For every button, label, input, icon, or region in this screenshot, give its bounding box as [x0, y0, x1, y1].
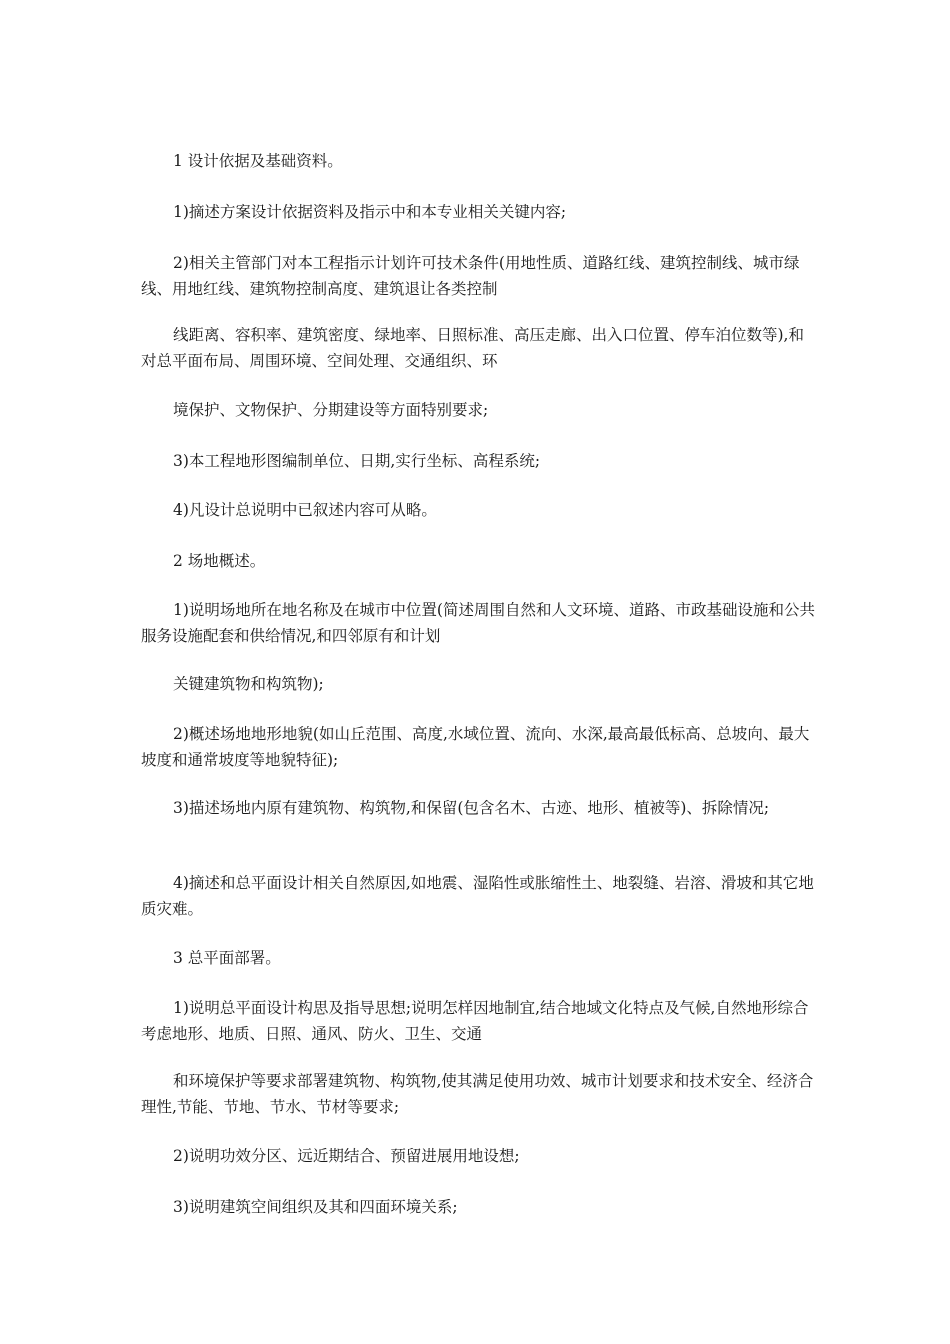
section-3-heading: 3 总平面部署。	[173, 949, 281, 967]
paragraph: 和环境保护等要求部署建筑物、构筑物,使其满足使用功效、城市计划要求和技术安全、经济合理性,节能、节地、节水、节材等要求;	[141, 1072, 814, 1116]
paragraph: 关键建筑物和构筑物);	[173, 675, 324, 693]
paragraph: 4)摘述和总平面设计相关自然原因,如地震、湿陷性或胀缩性土、地裂缝、岩溶、滑坡和其它地质灾难。	[141, 874, 814, 918]
paragraph: 1)摘述方案设计依据资料及指示中和本专业相关关键内容;	[173, 203, 567, 221]
paragraph: 3)描述场地内原有建筑物、构筑物,和保留(包含名木、古迹、地形、植被等)、拆除情况;	[173, 799, 770, 817]
paragraph: 线距离、容积率、建筑密度、绿地率、日照标准、高压走廊、出入口位置、停车泊位数等),和对总平面布局、周围环境、空间处理、交通组织、环	[141, 326, 804, 370]
paragraph: 1)说明总平面设计构思及指导思想;说明怎样因地制宜,结合地域文化特点及气候,自然地形综合考虑地形、地质、日照、通风、防火、卫生、交通	[141, 999, 809, 1043]
paragraph: 3)说明建筑空间组织及其和四面环境关系;	[173, 1198, 458, 1216]
section-2-heading: 2 场地概述。	[173, 552, 266, 570]
paragraph: 2)概述场地地形地貌(如山丘范围、高度,水域位置、流向、水深,最高最低标高、总坡向、最大坡度和通常坡度等地貌特征);	[141, 725, 810, 769]
paragraph: 境保护、文物保护、分期建设等方面特别要求;	[173, 401, 489, 419]
paragraph: 1)说明场地所在地名称及在城市中位置(简述周围自然和人文环境、道路、市政基础设施和公共服务设施配套和供给情况,和四邻原有和计划	[141, 601, 815, 645]
paragraph: 4)凡设计总说明中已叙述内容可从略。	[173, 501, 437, 519]
paragraph: 2)相关主管部门对本工程指示计划许可技术条件(用地性质、道路红线、建筑控制线、城市绿线、用地红线、建筑物控制高度、建筑退让各类控制	[141, 254, 800, 298]
paragraph: 2)说明功效分区、远近期结合、预留进展用地设想;	[173, 1147, 520, 1165]
section-1-heading: 1 设计依据及基础资料。	[173, 152, 343, 170]
paragraph: 3)本工程地形图编制单位、日期,实行坐标、高程系统;	[173, 452, 541, 470]
